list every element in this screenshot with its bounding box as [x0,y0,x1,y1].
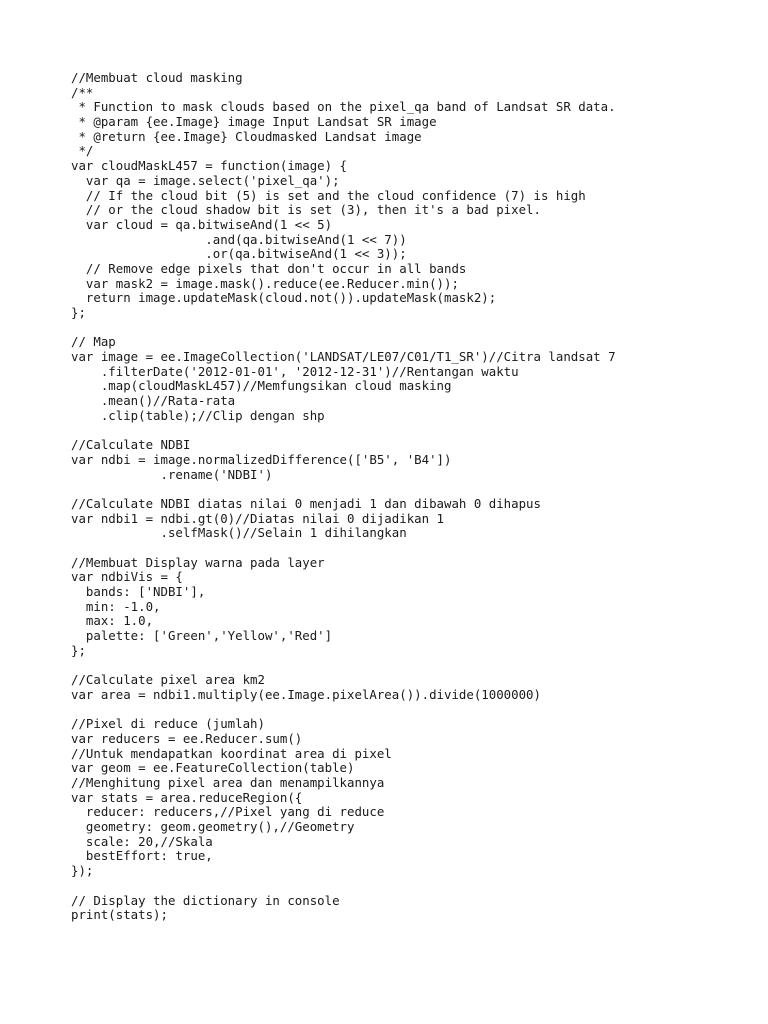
code-line: scale: 20,//Skala [71,833,213,849]
code-line: return image.updateMask(cloud.not()).updateMask(mask2); [71,290,497,306]
code-line: * @return {ee.Image} Cloudmasked Landsat image [71,128,422,144]
code-line: .filterDate('2012-01-01', '2012-12-31')//Rentangan waktu [71,363,519,379]
code-line: .and(qa.bitwiseAnd(1 << 7)) [71,231,407,247]
code-line: var stats = area.reduceRegion({ [71,789,303,805]
code-line: var cloudMaskL457 = function(image) { [71,158,348,174]
code-line: var cloud = qa.bitwiseAnd(1 << 5) [71,216,333,232]
code-line: // Display the dictionary in console [71,892,340,908]
code-line: /** [71,84,94,100]
code-line: .or(qa.bitwiseAnd(1 << 3)); [71,246,407,262]
code-line: }; [71,305,86,320]
code-line: //Menghitung pixel area dan menampilkannya [71,775,385,790]
code-line [71,321,616,336]
code-line: max: 1.0, [71,613,154,629]
code-line [71,879,616,894]
code-line: var mask2 = image.mask().reduce(ee.Reducer.min()); [71,275,459,291]
code-line: // Map [71,334,116,350]
code-line: var qa = image.select('pixel_qa'); [71,172,340,188]
code-line: */ [71,143,94,159]
code-line: var ndbi1 = ndbi.gt(0)//Diatas nilai 0 dijadikan 1 [71,510,444,526]
code-line: //Membuat cloud masking [71,70,243,85]
code-line: reducer: reducers,//Pixel yang di reduce [71,804,385,820]
code-line: var ndbiVis = { [71,569,183,585]
code-line: .mean()//Rata-rata [71,393,236,409]
code-line: * Function to mask clouds based on the pixel_qa band of Landsat SR data. [71,99,616,115]
code-line: // or the cloud shadow bit is set (3), then it's a bad pixel. [71,202,541,218]
code-line: min: -1.0, [71,598,161,614]
code-line: var reducers = ee.Reducer.sum() [71,730,303,746]
code-line [71,659,616,674]
code-line: // Remove edge pixels that don't occur in all bands [71,260,467,276]
code-line: palette: ['Green','Yellow','Red'] [71,628,333,644]
code-line: // If the cloud bit (5) is set and the cloud confidence (7) is high [71,187,586,203]
code-line: //Calculate NDBI [71,437,191,453]
code-line: .selfMask()//Selain 1 dihilangkan [71,525,407,541]
code-block [71,71,616,923]
code-line: //Calculate NDBI diatas nilai 0 menjadi 1 dan dibawah 0 dihapus [71,495,541,511]
code-line: bestEffort: true, [71,848,213,864]
code-line [71,482,616,497]
code-line: var ndbi = image.normalizedDifference(['B5', 'B4']) [71,451,452,467]
code-line: //Calculate pixel area km2 [71,672,265,688]
code-line: }); [71,863,94,879]
code-line [71,703,616,718]
code-line: .map(cloudMaskL457)//Memfungsikan cloud masking [71,378,452,394]
code-line: bands: ['NDBI'], [71,584,206,600]
code-line: .clip(table);//Clip dengan shp [71,407,325,423]
code-line: var area = ndbi1.multiply(ee.Image.pixelArea()).divide(1000000) [71,686,541,702]
code-line: var geom = ee.FeatureCollection(table) [71,760,355,776]
code-line [71,541,616,556]
code-line: //Untuk mendapatkan koordinat area di pixel [71,745,392,761]
code-line: geometry: geom.geometry(),//Geometry [71,819,355,835]
code-line: //Pixel di reduce (jumlah) [71,716,265,732]
code-line: .rename('NDBI') [71,466,273,482]
code-line [71,424,616,439]
code-line: //Membuat Display warna pada layer [71,554,325,570]
code-line: var image = ee.ImageCollection('LANDSAT/LE07/C01/T1_SR')//Citra landsat 7 [71,349,616,365]
code-line: }; [71,642,86,658]
code-line: * @param {ee.Image} image Input Landsat SR image [71,114,437,130]
code-line: print(stats); [71,907,168,923]
